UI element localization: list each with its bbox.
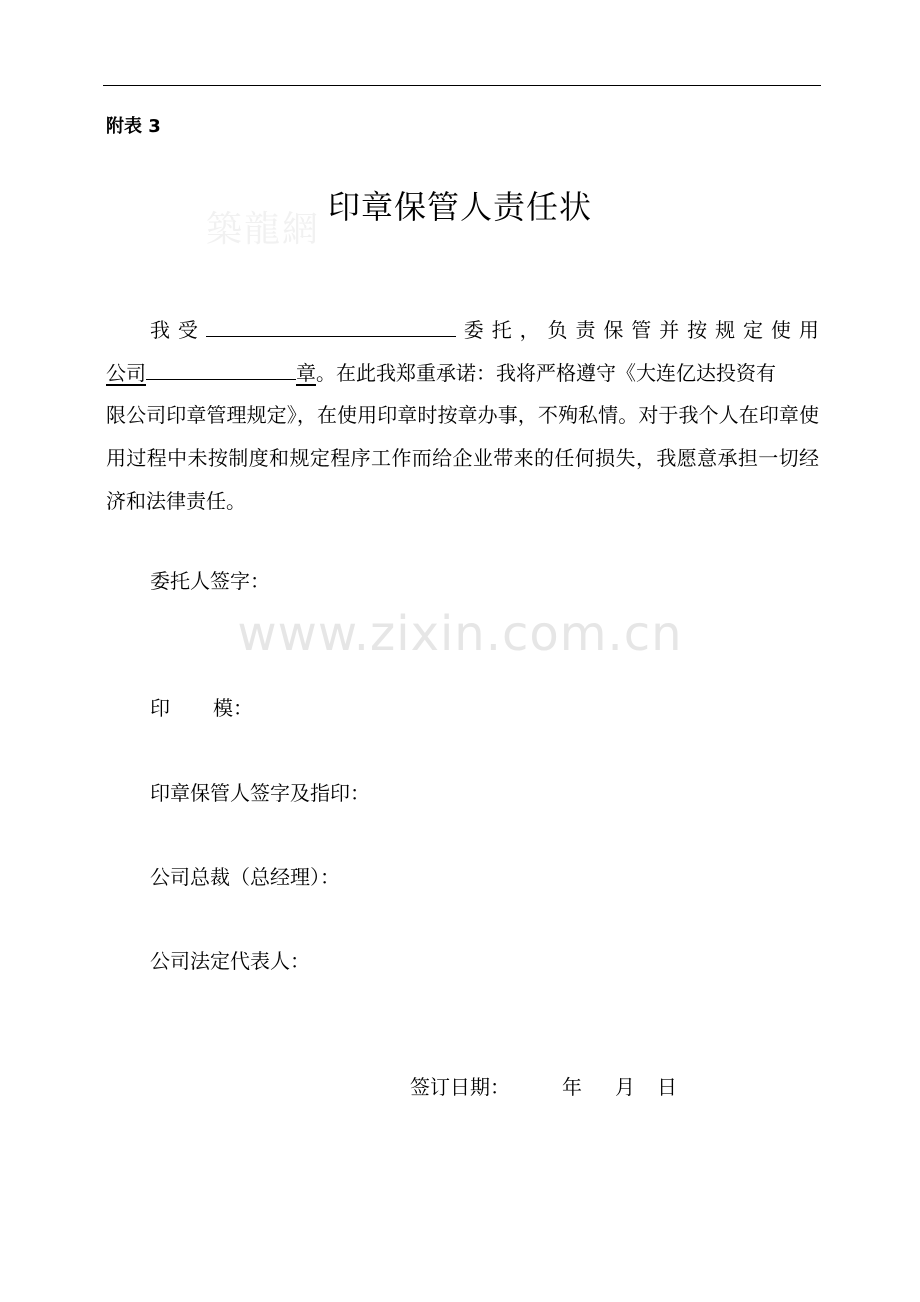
body-line-1 bbox=[106, 308, 819, 352]
principal-blank[interactable] bbox=[206, 308, 456, 337]
body-char: 委 bbox=[463, 318, 484, 342]
date-day: 日 bbox=[657, 1075, 677, 1099]
seal-sample-char: 印 bbox=[150, 696, 170, 720]
body-char: 用 bbox=[798, 318, 819, 342]
body-char: 保 bbox=[603, 318, 624, 342]
company-label: 公司 bbox=[106, 361, 146, 385]
date-label: 签订日期： bbox=[410, 1075, 510, 1099]
custodian-signature-field: 印章保管人签字及指印： bbox=[150, 781, 370, 805]
date-month: 月 bbox=[615, 1075, 635, 1099]
body-paragraph: 限公司印章管理规定》，在使用印章时按章办事，不殉私情。对于我个人在印章使用过程中未按制度和规定程序工作而给企业带来的任何损失，我愿意承担一切经济和法律责任。 bbox=[106, 403, 819, 513]
body-char: 管 bbox=[631, 318, 652, 342]
seal-sample-field bbox=[150, 693, 253, 723]
body-char: 受 bbox=[177, 318, 198, 342]
body-char: 托 bbox=[491, 318, 512, 342]
legal-representative-field: 公司法定代表人： bbox=[150, 949, 310, 973]
body-char: 按 bbox=[687, 318, 708, 342]
seal-type-blank[interactable] bbox=[146, 351, 296, 380]
watermark-url: www.zixin.com.cn bbox=[237, 606, 683, 662]
header-rule bbox=[103, 85, 821, 86]
body-line-2 bbox=[106, 351, 819, 395]
principal-signature-field: 委托人签字： bbox=[150, 569, 270, 593]
body-char: 负 bbox=[547, 318, 568, 342]
body-line-2-text: 。在此我郑重承诺：我将严格遵守《大连亿达投资有 bbox=[316, 361, 776, 385]
body-char: 责 bbox=[575, 318, 596, 342]
body-char: 定 bbox=[742, 318, 763, 342]
document-title: 印章保管人责任状 bbox=[327, 188, 592, 226]
signing-date bbox=[410, 1072, 677, 1102]
president-field: 公司总裁（总经理）： bbox=[150, 865, 340, 889]
seal-label: 章 bbox=[296, 361, 316, 385]
appendix-label: 附表 3 bbox=[106, 116, 161, 137]
body-char: 使 bbox=[770, 318, 791, 342]
body-char: 规 bbox=[715, 318, 736, 342]
body-char: 并 bbox=[659, 318, 680, 342]
watermark-logo: 築龍網 bbox=[206, 209, 321, 250]
seal-sample-char: 模： bbox=[213, 696, 253, 720]
body-char: 我 bbox=[150, 318, 170, 342]
body-char: ， bbox=[519, 318, 540, 342]
date-year: 年 bbox=[562, 1075, 582, 1099]
